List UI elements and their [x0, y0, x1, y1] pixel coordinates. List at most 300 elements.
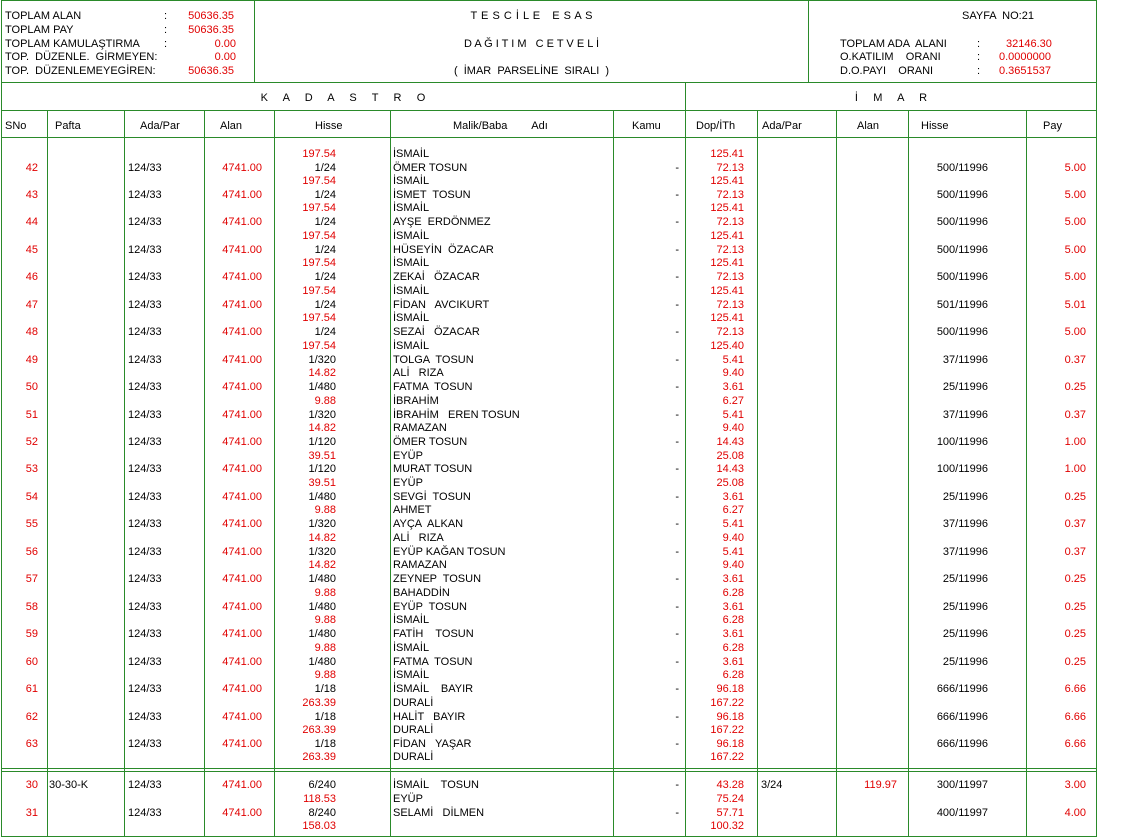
row-alan: 4741.00: [222, 271, 262, 284]
row-ada-par: 124/33: [128, 436, 162, 448]
row-father-name: İSMAİL: [393, 339, 430, 352]
row-alan: 4741.00: [222, 188, 262, 201]
row-ada-par: 124/33: [128, 655, 162, 668]
row-dop-sub: 9.40: [722, 559, 744, 572]
row-owner-name: FATMA TOSUN: [393, 381, 473, 394]
row-dop-sub: 125.41: [710, 175, 744, 187]
row-alan: 4741.00: [222, 683, 262, 696]
row-owner-name: FATİH TOSUN: [393, 628, 474, 641]
row-kamu: -: [675, 463, 679, 476]
row-ada-par: 124/33: [128, 381, 162, 394]
row-kamu: -: [675, 600, 679, 613]
col-header-alan: Alan: [220, 120, 243, 132]
row-dop-sub: 6.27: [722, 394, 744, 407]
summary-value: 50636.35: [188, 24, 234, 36]
row-kamu: -: [675, 737, 679, 750]
row-pay: 1.00: [1064, 463, 1086, 476]
row-hisse: 1/320: [308, 518, 336, 531]
row-kamu: -: [675, 216, 679, 229]
summary-colon: :: [164, 10, 168, 22]
row-kamu: -: [675, 381, 679, 394]
row-imar-hisse: 666/11996: [936, 737, 988, 750]
row-owner-name: MURAT TOSUN: [393, 463, 473, 476]
row-owner-name: FİDAN AVCIKURT: [393, 298, 490, 311]
row-father-name: İSMAİL: [393, 614, 430, 627]
row-sno: 60: [25, 655, 38, 668]
row-sno: 31: [25, 806, 38, 819]
row-kamu: -: [675, 353, 679, 366]
row-kamu: -: [675, 655, 679, 668]
row-father-name: İSMAİL: [393, 669, 430, 682]
row-hisse-sub: 9.88: [314, 586, 336, 599]
col-header-ada-par: Ada/Par: [140, 120, 180, 132]
row-alan: 4741.00: [222, 161, 262, 174]
row-dop-sub: 6.28: [722, 641, 744, 654]
row-dop-sub: 25.08: [716, 449, 744, 462]
row-dop-sub: 6.28: [722, 669, 744, 682]
row-pay: 0.37: [1064, 518, 1086, 531]
row-ada-par: 124/33: [128, 779, 162, 791]
row-dop-sub: 125.41: [710, 284, 744, 297]
row-father-name: DURALİ: [393, 724, 434, 736]
row-kamu: -: [675, 710, 679, 723]
col-header-hisse: Hisse: [315, 120, 343, 132]
summary-label: TOP. DÜZENLE. GİRMEYEN:: [5, 51, 158, 63]
row-alan: 4741.00: [222, 655, 262, 668]
row-imar-hisse: 25/11996: [942, 490, 988, 503]
row-sno: 45: [25, 243, 38, 256]
row-ada-par: 124/33: [128, 710, 162, 723]
row-hisse-sub: 197.54: [302, 284, 336, 297]
col-header-dop-ith: Dop/İTh: [696, 120, 736, 132]
row-hisse-sub: 9.88: [314, 614, 336, 627]
row-dop: 5.41: [722, 408, 744, 421]
row-hisse-sub: 158.03: [302, 820, 336, 832]
row-imar-hisse: 25/11996: [942, 573, 988, 586]
row-ada-par: 124/33: [128, 243, 162, 256]
row-sno: 50: [25, 381, 38, 394]
row-father-name: AHMET: [393, 504, 432, 517]
row-alan: 4741.00: [222, 806, 262, 819]
row-dop: 72.13: [716, 298, 744, 311]
row-sno: 63: [25, 737, 38, 750]
row-pay: 6.66: [1064, 737, 1086, 750]
row-sno: 46: [25, 271, 38, 284]
row-hisse-sub: 9.88: [314, 504, 336, 517]
ratio-colon: :: [977, 38, 981, 50]
row-dop: 96.18: [716, 683, 744, 696]
group-separator-bottom: [1, 771, 1097, 772]
row-owner-name: İSMAİL BAYIR: [393, 683, 474, 696]
col-header-imar-ada-par: Ada/Par: [762, 120, 802, 132]
row-hisse: 1/120: [308, 436, 336, 448]
row-hisse-sub: 197.54: [302, 339, 336, 352]
row-sno: 49: [25, 353, 38, 366]
row-hisse-sub: 9.88: [314, 394, 336, 407]
row-father-name: EYÜP: [393, 449, 423, 462]
row-dop: 5.41: [722, 545, 744, 558]
row-hisse-sub: 9.88: [314, 641, 336, 654]
row-imar-hisse: 500/11996: [936, 188, 988, 201]
row-dop: 14.43: [716, 436, 744, 448]
row-alan: 4741.00: [222, 298, 262, 311]
row-alan: 4741.00: [222, 628, 262, 641]
summary-label: TOP. DÜZENLEMEYEGİREN:: [5, 65, 156, 77]
ratio-label: TOPLAM ADA ALANI: [840, 38, 947, 50]
row-hisse-sub: 197.54: [302, 202, 336, 215]
summary-colon: :: [164, 24, 168, 36]
row-imar-hisse: 300/11997: [936, 779, 988, 791]
row-imar-hisse: 500/11996: [936, 161, 988, 174]
section-kadastro: K A D A S T R O: [260, 92, 426, 104]
row-kamu: -: [675, 408, 679, 421]
row-dop-sub: 167.22: [710, 751, 744, 764]
row-sno: 53: [25, 463, 38, 476]
row-sno: 30: [25, 779, 38, 791]
row-kamu: -: [675, 806, 679, 819]
row-hisse-sub: 197.54: [302, 175, 336, 187]
row-sno: 51: [25, 408, 38, 421]
row-owner-name: SEVGİ TOSUN: [393, 490, 471, 503]
row-pay: 1.00: [1064, 436, 1086, 448]
row-owner-name: ÖMER TOSUN: [393, 161, 468, 174]
column-divider: [47, 110, 48, 837]
row-dop-sub: 6.28: [722, 586, 744, 599]
row-ada-par: 124/33: [128, 518, 162, 531]
row-owner-name: İBRAHİM EREN TOSUN: [393, 408, 520, 421]
row-alan: 4741.00: [222, 573, 262, 586]
row-father-name: İSMAİL: [393, 202, 430, 215]
row-alan: 4741.00: [222, 436, 262, 448]
row-pay: 5.00: [1064, 326, 1086, 339]
row-owner-name: HALİT BAYIR: [393, 710, 466, 723]
row-ada-par: 124/33: [128, 188, 162, 201]
row-owner-name: TOLGA TOSUN: [393, 353, 474, 366]
row-dop-sub: 125.41: [710, 312, 744, 325]
row-ada-par: 124/33: [128, 408, 162, 421]
row-owner-name: ZEKAİ ÖZACAR: [393, 271, 480, 284]
row-father-name: İBRAHİM: [393, 394, 439, 407]
row-imar-hisse: 25/11996: [942, 381, 988, 394]
row-sno: 54: [25, 490, 38, 503]
row-ada-par: 124/33: [128, 573, 162, 586]
row-dop: 3.61: [722, 628, 744, 641]
ratio-colon: :: [977, 65, 981, 77]
row-kamu: -: [675, 545, 679, 558]
row-ada-par: 124/33: [128, 806, 162, 819]
row-pay: 0.25: [1064, 573, 1086, 586]
row-dop: 96.18: [716, 710, 744, 723]
col-header-imar-alan: Alan: [857, 120, 880, 132]
row-father-name: İSMAİL: [393, 175, 430, 187]
row-kamu: -: [675, 271, 679, 284]
row-imar-hisse: 25/11996: [942, 655, 988, 668]
row-alan: 4741.00: [222, 216, 262, 229]
row-dop: 57.71: [716, 806, 744, 819]
row-dop-sub: 9.40: [722, 367, 744, 380]
row-owner-name: EYÜP TOSUN: [393, 600, 467, 613]
row-hisse-sub: 9.88: [314, 669, 336, 682]
row-dop: 3.61: [722, 655, 744, 668]
section-divider: [685, 83, 686, 837]
row-pay: 5.00: [1064, 188, 1086, 201]
row-pay: 0.25: [1064, 381, 1086, 394]
row-alan: 4741.00: [222, 600, 262, 613]
summary-colon: :: [164, 38, 168, 50]
row-dop-sub: 9.40: [722, 422, 744, 435]
row-ada-par: 124/33: [128, 353, 162, 366]
row-dop: 3.61: [722, 600, 744, 613]
row-sno: 43: [25, 188, 38, 201]
row-imar-hisse: 500/11996: [936, 216, 988, 229]
row-father-name: RAMAZAN: [393, 559, 447, 572]
row-pay: 5.00: [1064, 216, 1086, 229]
column-divider: [908, 110, 909, 837]
row-sno: 57: [25, 573, 38, 586]
row-dop: 72.13: [716, 326, 744, 339]
row-hisse: 1/480: [308, 573, 336, 586]
row-owner-name: AYÇA ALKAN: [393, 518, 464, 531]
row-alan: 4741.00: [222, 463, 262, 476]
summary-value: 50636.35: [188, 10, 234, 22]
row-dop-sub: 75.24: [716, 792, 744, 805]
row-dop-sub: 9.40: [722, 531, 744, 544]
ratio-value: 0.0000000: [999, 51, 1051, 63]
row-alan: 4741.00: [222, 490, 262, 503]
row-dop: 5.41: [722, 353, 744, 366]
row-kamu: -: [675, 161, 679, 174]
row-kamu: -: [675, 518, 679, 531]
row-imar-hisse: 666/11996: [936, 710, 988, 723]
row-sno: 52: [25, 436, 38, 448]
row-sno: 55: [25, 518, 38, 531]
ratio-label: D.O.PAYI ORANI: [840, 65, 934, 77]
row-alan: 4741.00: [222, 243, 262, 256]
row-father-name: İSMAİL: [393, 284, 430, 297]
row-imar-hisse: 500/11996: [936, 326, 988, 339]
row-dop: 3.61: [722, 573, 744, 586]
row-hisse-sub: 14.82: [308, 531, 336, 544]
column-divider: [836, 110, 837, 837]
row-pay: 0.37: [1064, 545, 1086, 558]
row-ada-par: 124/33: [128, 683, 162, 696]
row-kamu: -: [675, 298, 679, 311]
row-hisse-sub: 197.54: [302, 229, 336, 242]
row-pay: 5.01: [1064, 298, 1086, 311]
row-kamu: -: [675, 243, 679, 256]
document-subtitle: D A Ğ I T I M C E T V E L İ: [463, 38, 600, 50]
lead-dop-sub: 125.41: [710, 148, 744, 160]
lead-name-sub: İSMAİL: [393, 148, 430, 160]
row-hisse-sub: 263.39: [302, 751, 336, 764]
row-kamu: -: [675, 188, 679, 201]
row-hisse: 1/18: [314, 683, 336, 696]
row-imar-ada-par: 3/24: [761, 779, 783, 791]
row-dop: 72.13: [716, 271, 744, 284]
row-sno: 44: [25, 216, 38, 229]
row-hisse: 1/480: [308, 628, 336, 641]
row-hisse: 1/24: [314, 188, 336, 201]
row-hisse: 1/320: [308, 353, 336, 366]
row-hisse: 1/18: [314, 710, 336, 723]
row-pay: 0.37: [1064, 353, 1086, 366]
row-hisse: 1/18: [314, 737, 336, 750]
row-pay: 0.25: [1064, 628, 1086, 641]
row-pay: 5.00: [1064, 161, 1086, 174]
row-imar-hisse: 100/11996: [936, 436, 988, 448]
row-alan: 4741.00: [222, 381, 262, 394]
row-imar-hisse: 500/11996: [936, 271, 988, 284]
row-hisse-sub: 14.82: [308, 559, 336, 572]
col-header-malik-baba: Malik/Baba Adı: [453, 120, 548, 132]
row-hisse-sub: 39.51: [308, 449, 336, 462]
row-pay: 6.66: [1064, 683, 1086, 696]
row-alan: 4741.00: [222, 779, 262, 791]
row-kamu: -: [675, 436, 679, 448]
row-dop: 72.13: [716, 188, 744, 201]
row-hisse-sub: 14.82: [308, 367, 336, 380]
row-kamu: -: [675, 326, 679, 339]
column-divider: [124, 110, 125, 837]
row-father-name: EYÜP: [393, 792, 423, 805]
row-pay: 0.37: [1064, 408, 1086, 421]
row-dop-sub: 167.22: [710, 724, 744, 736]
row-father-name: İSMAİL: [393, 641, 430, 654]
row-dop: 3.61: [722, 381, 744, 394]
row-kamu: -: [675, 628, 679, 641]
row-dop-sub: 6.27: [722, 504, 744, 517]
header-bottom-line: [1, 82, 1097, 83]
row-imar-hisse: 25/11996: [942, 628, 988, 641]
row-imar-hisse: 500/11996: [936, 243, 988, 256]
row-imar-hisse: 25/11996: [942, 600, 988, 613]
row-imar-hisse: 37/11996: [942, 518, 988, 531]
row-hisse: 1/480: [308, 381, 336, 394]
row-imar-hisse: 37/11996: [942, 408, 988, 421]
row-owner-name: İSMAİL TOSUN: [393, 779, 479, 791]
row-dop: 72.13: [716, 216, 744, 229]
row-alan: 4741.00: [222, 326, 262, 339]
row-dop: 72.13: [716, 161, 744, 174]
document-sort-note: ( İMAR PARSELİNE SIRALI ): [453, 65, 610, 77]
row-imar-hisse: 501/11996: [936, 298, 988, 311]
row-hisse: 8/240: [308, 806, 336, 819]
row-father-name: ALİ RIZA: [393, 367, 444, 380]
row-dop-sub: 25.08: [716, 476, 744, 489]
group-separator-top: [1, 768, 1097, 769]
row-hisse: 1/24: [314, 161, 336, 174]
row-hisse: 1/24: [314, 271, 336, 284]
row-dop: 14.43: [716, 463, 744, 476]
row-imar-hisse: 666/11996: [936, 683, 988, 696]
row-father-name: İSMAİL: [393, 257, 430, 270]
row-ada-par: 124/33: [128, 628, 162, 641]
row-hisse: 1/480: [308, 655, 336, 668]
row-imar-hisse: 400/11997: [936, 806, 988, 819]
row-kamu: -: [675, 490, 679, 503]
summary-value: 0.00: [214, 51, 236, 63]
row-owner-name: AYŞE ERDÖNMEZ: [393, 216, 491, 229]
row-hisse: 1/24: [314, 216, 336, 229]
ratio-value: 0.3651537: [999, 65, 1051, 77]
row-hisse: 1/320: [308, 545, 336, 558]
row-pay: 0.25: [1064, 600, 1086, 613]
ratio-colon: :: [977, 51, 981, 63]
section-bottom-line: [1, 110, 1097, 111]
document-title: T E S C İ L E E S A S: [470, 10, 593, 22]
row-ada-par: 124/33: [128, 600, 162, 613]
row-pay: 0.25: [1064, 490, 1086, 503]
row-alan: 4741.00: [222, 545, 262, 558]
column-divider: [757, 110, 758, 837]
row-father-name: DURALİ: [393, 751, 434, 764]
row-sno: 47: [25, 298, 38, 311]
summary-label: TOPLAM PAY: [5, 24, 74, 36]
row-ada-par: 124/33: [128, 490, 162, 503]
row-dop: 5.41: [722, 518, 744, 531]
row-imar-hisse: 37/11996: [942, 353, 988, 366]
row-pay: 5.00: [1064, 271, 1086, 284]
row-hisse-sub: 263.39: [302, 724, 336, 736]
row-dop: 96.18: [716, 737, 744, 750]
row-hisse: 6/240: [308, 779, 336, 791]
row-sno: 48: [25, 326, 38, 339]
row-pay: 0.25: [1064, 655, 1086, 668]
col-header-pafta: Pafta: [55, 120, 81, 132]
row-alan: 4741.00: [222, 518, 262, 531]
row-ada-par: 124/33: [128, 737, 162, 750]
row-father-name: EYÜP: [393, 476, 423, 489]
row-dop: 72.13: [716, 243, 744, 256]
row-hisse: 1/24: [314, 326, 336, 339]
row-pay: 4.00: [1064, 806, 1086, 819]
row-hisse: 1/480: [308, 490, 336, 503]
row-hisse-sub: 197.54: [302, 257, 336, 270]
row-sno: 58: [25, 600, 38, 613]
row-kamu: -: [675, 573, 679, 586]
row-pafta: 30-30-K: [49, 779, 89, 791]
row-ada-par: 124/33: [128, 326, 162, 339]
row-alan: 4741.00: [222, 710, 262, 723]
ratio-value: 32146.30: [1006, 38, 1052, 50]
row-hisse-sub: 263.39: [302, 696, 336, 709]
row-hisse-sub: 118.53: [303, 792, 336, 805]
row-owner-name: HÜSEYİN ÖZACAR: [393, 243, 494, 256]
row-owner-name: ÖMER TOSUN: [393, 436, 468, 448]
row-owner-name: SELAMİ DİLMEN: [393, 806, 485, 819]
row-owner-name: EYÜP KAĞAN TOSUN: [393, 545, 506, 558]
col-header-kamu: Kamu: [632, 120, 661, 132]
row-imar-hisse: 37/11996: [942, 545, 988, 558]
row-sno: 59: [25, 628, 38, 641]
row-hisse: 1/320: [308, 408, 336, 421]
row-father-name: BAHADDİN: [393, 586, 450, 599]
row-dop-sub: 125.40: [710, 339, 744, 352]
row-ada-par: 124/33: [128, 216, 162, 229]
summary-value: 0.00: [214, 38, 236, 50]
row-alan: 4741.00: [222, 408, 262, 421]
row-sno: 42: [25, 161, 38, 174]
row-dop-sub: 125.41: [710, 229, 744, 242]
columns-bottom-line: [1, 137, 1097, 138]
row-hisse: 1/24: [314, 298, 336, 311]
row-kamu: -: [675, 779, 679, 791]
row-hisse: 1/24: [314, 243, 336, 256]
row-ada-par: 124/33: [128, 271, 162, 284]
row-alan: 4741.00: [222, 353, 262, 366]
row-owner-name: FİDAN YAŞAR: [393, 737, 472, 750]
row-dop-sub: 167.22: [710, 696, 744, 709]
